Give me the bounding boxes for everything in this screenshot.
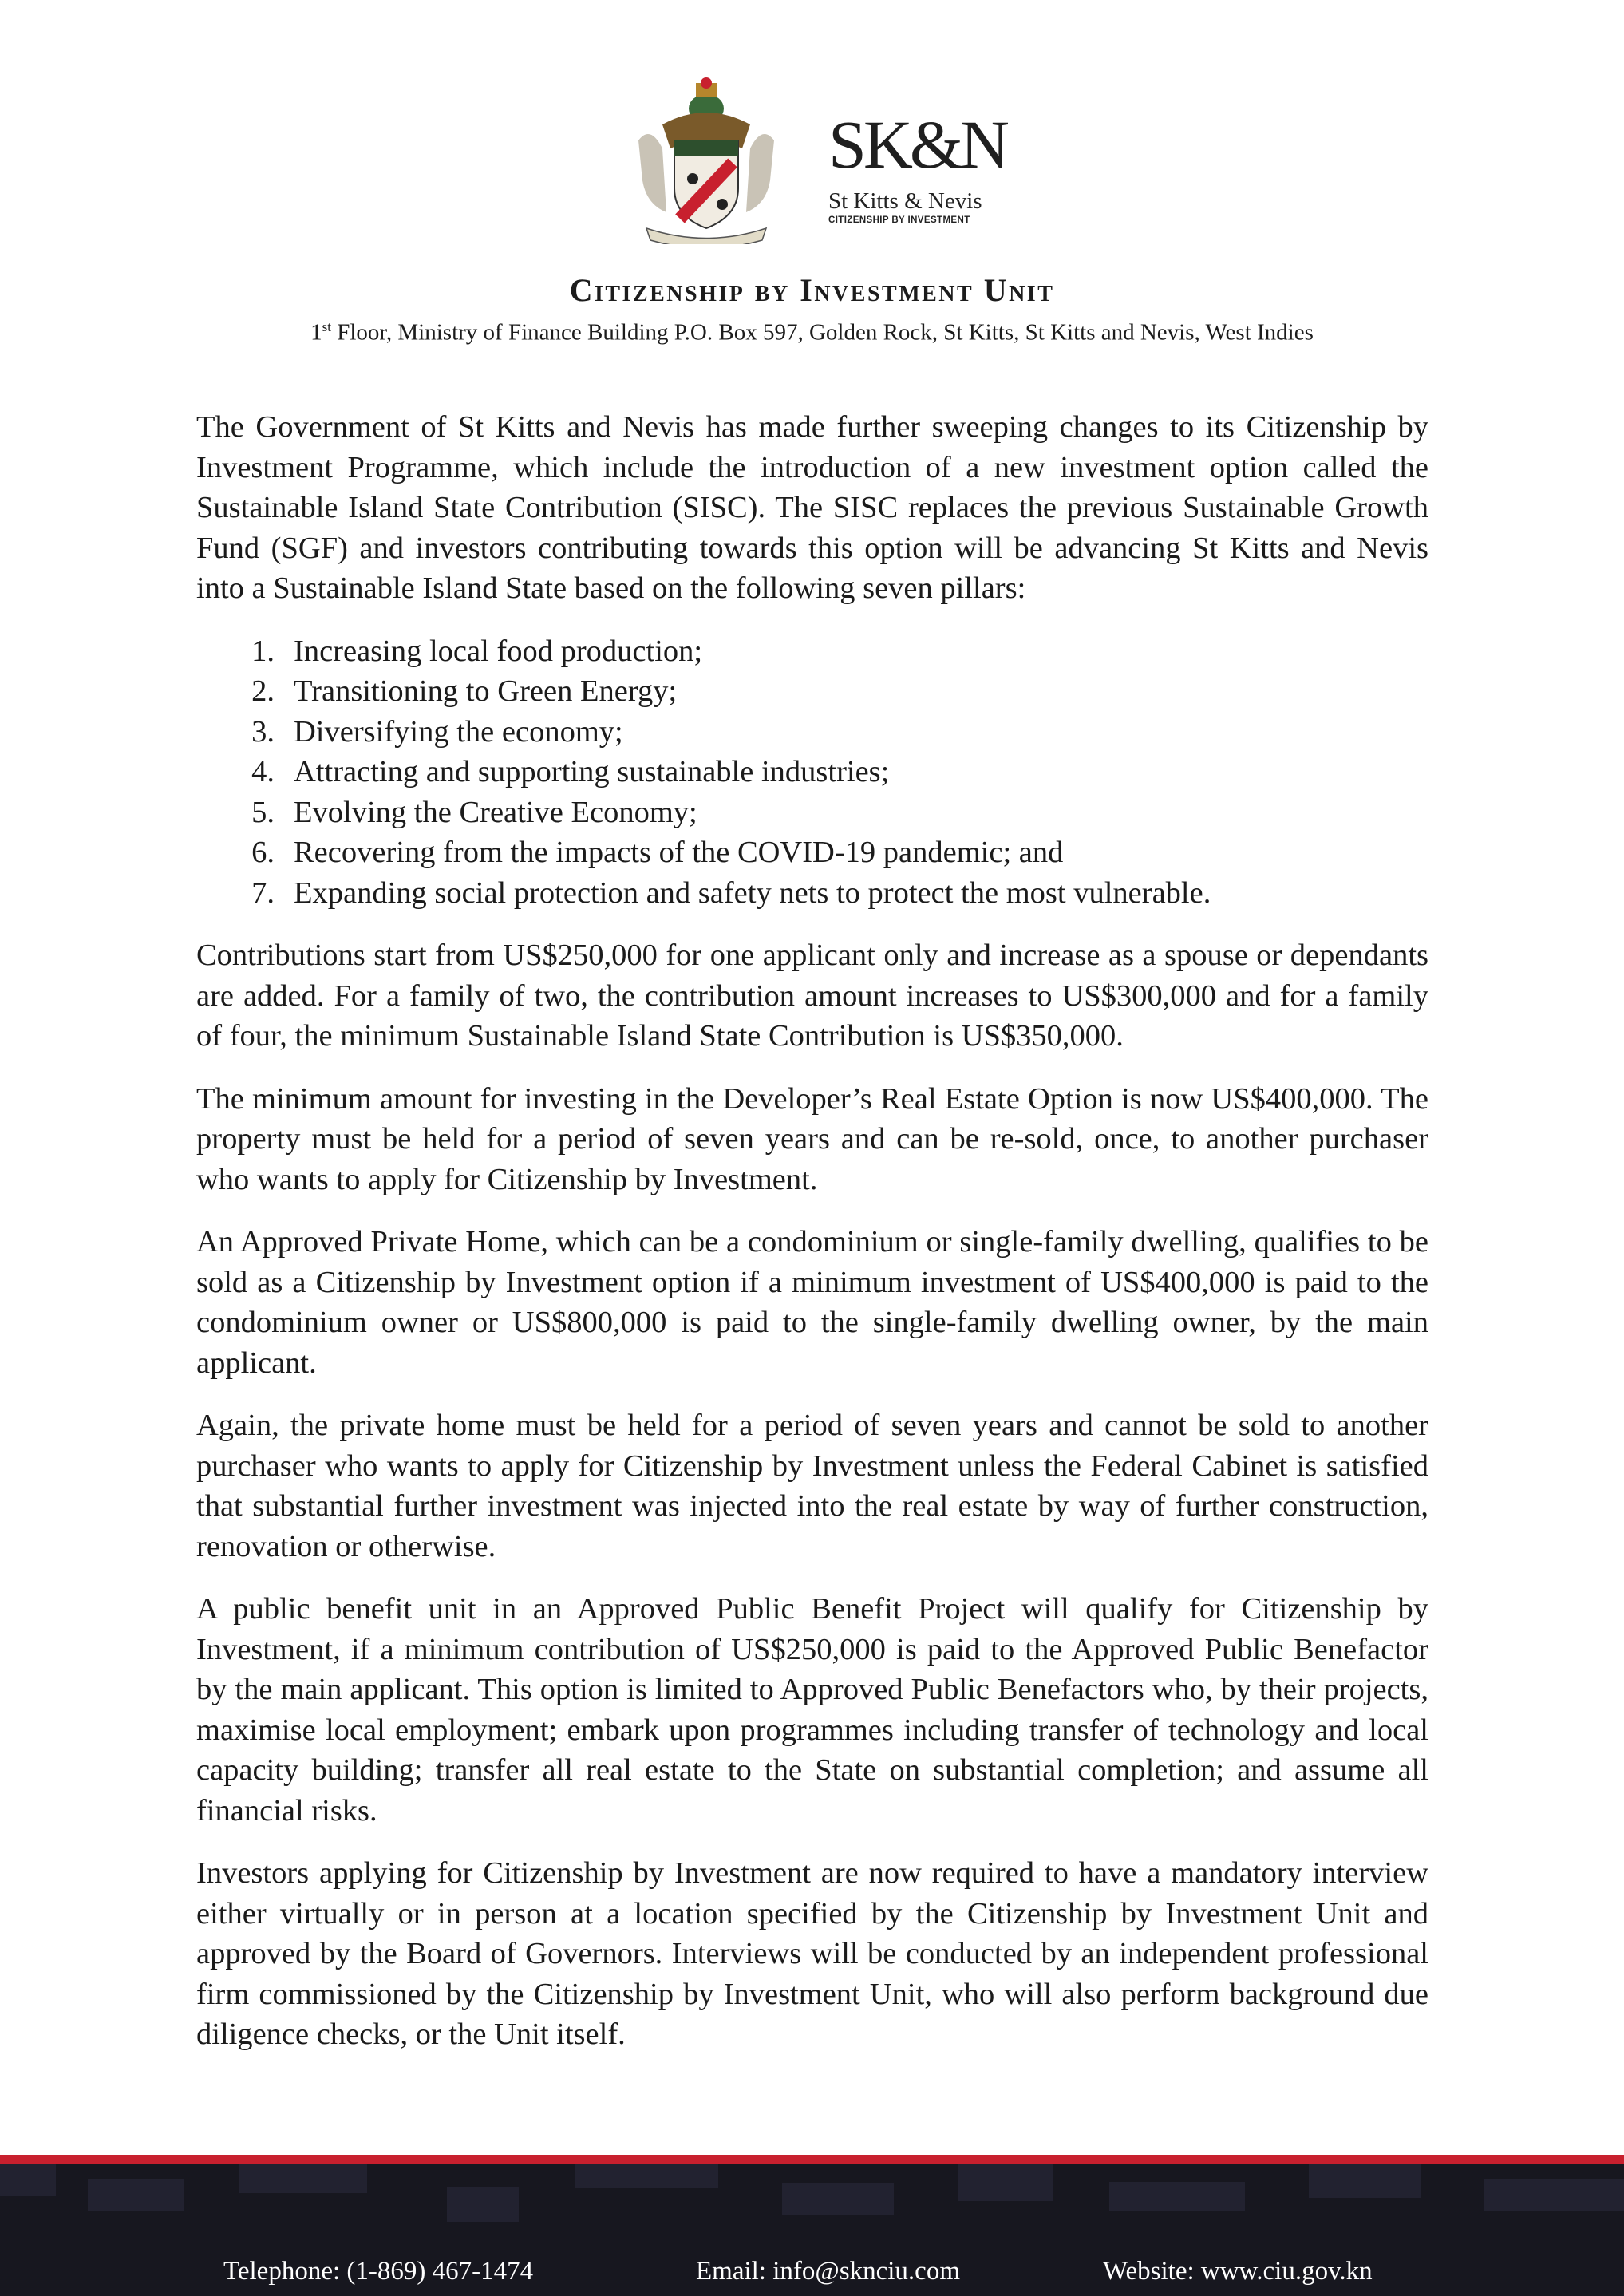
brand-name: St Kitts & Nevis	[828, 188, 982, 214]
address-text: Floor, Ministry of Finance Building P.O. Box 597, Golden Rock, St Kitts, St Kitts and Nevis, West Indies	[330, 319, 1314, 346]
list-number: 5.	[251, 795, 275, 829]
coat-of-arms-icon	[630, 77, 782, 244]
interview-paragraph: Investors applying for Citizenship by Investment are now required to have a mandatory interview either virtually or in person at a location specified by the Citizenship by Investment Unit and approved by the Board of Governors. Interviews will be conducted by an independent professional firm commissioned by the Citizenship by Investment Unit, who will also perform background due diligence checks, or the Unit itself.	[196, 1856, 1428, 2051]
address-floor-number: 1	[310, 319, 322, 346]
unit-address	[0, 319, 1624, 346]
footer-accent-line	[0, 2155, 1624, 2164]
pillars-list	[196, 631, 1428, 914]
brand-subtitle: CITIZENSHIP BY INVESTMENT	[828, 215, 970, 225]
address-ordinal: st	[322, 319, 331, 334]
list-item	[196, 712, 1428, 753]
footer-email[interactable]: Email: info@sknciu.com	[696, 2257, 960, 2286]
real-estate-paragraph: The minimum amount for investing in the Developer’s Real Estate Option is now US$400,000. The property must be held for a period of seven years and can be re-sold, once, to another purchaser who wants to apply for Citizenship by Investment.	[196, 1081, 1428, 1196]
brand-mark: SK&N	[828, 106, 1006, 183]
list-item	[196, 832, 1428, 873]
contributions-paragraph: Contributions start from US$250,000 for one applicant only and increase as a spouse or dependants are added. For a family of two, the contribution amount increases to US$300,000 and for a family of four, the minimum Sustainable Island State Contribution is US$350,000.	[196, 939, 1428, 1053]
list-text: Transitioning to Green Energy;	[294, 674, 678, 708]
list-item	[196, 792, 1428, 833]
list-text: Evolving the Creative Economy;	[294, 795, 697, 829]
list-text: Increasing local food production;	[294, 634, 703, 668]
list-number: 2.	[251, 674, 275, 708]
list-number: 4.	[251, 755, 275, 788]
document-body	[196, 407, 1428, 2077]
list-number: 3.	[251, 714, 275, 749]
public-benefit-paragraph: A public benefit unit in an Approved Public Benefit Project will qualify for Citizenship by Investment, if a minimum contribution of US$250,000 is paid to the Approved Public Benefactor by the main applicant. This option is limited to Approved Public Benefactors who, by their projects, maximise local employment; embark upon programmes including transfer of technology and local capacity building; transfer all real estate to the State on substantial completion; and assume all financial risks.	[196, 1592, 1428, 1828]
list-item	[196, 631, 1428, 672]
list-text: Diversifying the economy;	[294, 714, 623, 749]
intro-paragraph: The Government of St Kitts and Nevis has made further sweeping changes to its Citizenship by Investment Programme, which include the introduction of a new investment option called the Sustainable Island State Contribution (SISC). The SISC replaces the previous Sustainable Growth Fund (SGF) and investors contributing towards this option will be advancing St Kitts and Nevis into a Sustainable Island State based on the following seven pillars:	[196, 410, 1428, 605]
list-text: Attracting and supporting sustainable industries;	[294, 755, 890, 788]
list-number: 6.	[251, 836, 275, 869]
list-item	[196, 752, 1428, 792]
brand-logo	[828, 106, 1012, 225]
footer-contact	[0, 2183, 1624, 2296]
private-home-paragraph: An Approved Private Home, which can be a condominium or single-family dwelling, qualifies to be sold as a Citizenship by Investment option if a minimum investment of US$400,000 is paid to the condominium owner or US$800,000 is paid to the single-family dwelling owner, by the main applicant.	[196, 1225, 1428, 1380]
list-item	[196, 873, 1428, 914]
list-text: Expanding social protection and safety nets to protect the most vulnerable.	[294, 875, 1211, 910]
list-item	[196, 671, 1428, 712]
list-number: 7.	[251, 875, 275, 910]
private-home-holding-paragraph: Again, the private home must be held for a period of seven years and cannot be sold to another purchaser who wants to apply for Citizenship by Investment unless the Federal Cabinet is satisfied that substantial further investment was injected into the real estate by way of further construction, renovation or otherwise.	[196, 1409, 1428, 1563]
footer-website[interactable]: Website: www.ciu.gov.kn	[1103, 2257, 1373, 2286]
unit-title: Citizenship by Investment Unit	[569, 272, 1055, 308]
logo-group	[630, 77, 1014, 244]
list-number: 1.	[251, 634, 275, 668]
footer-telephone: Telephone: (1-869) 467-1474	[223, 2257, 534, 2286]
list-text: Recovering from the impacts of the COVID-19 pandemic; and	[294, 836, 1064, 869]
